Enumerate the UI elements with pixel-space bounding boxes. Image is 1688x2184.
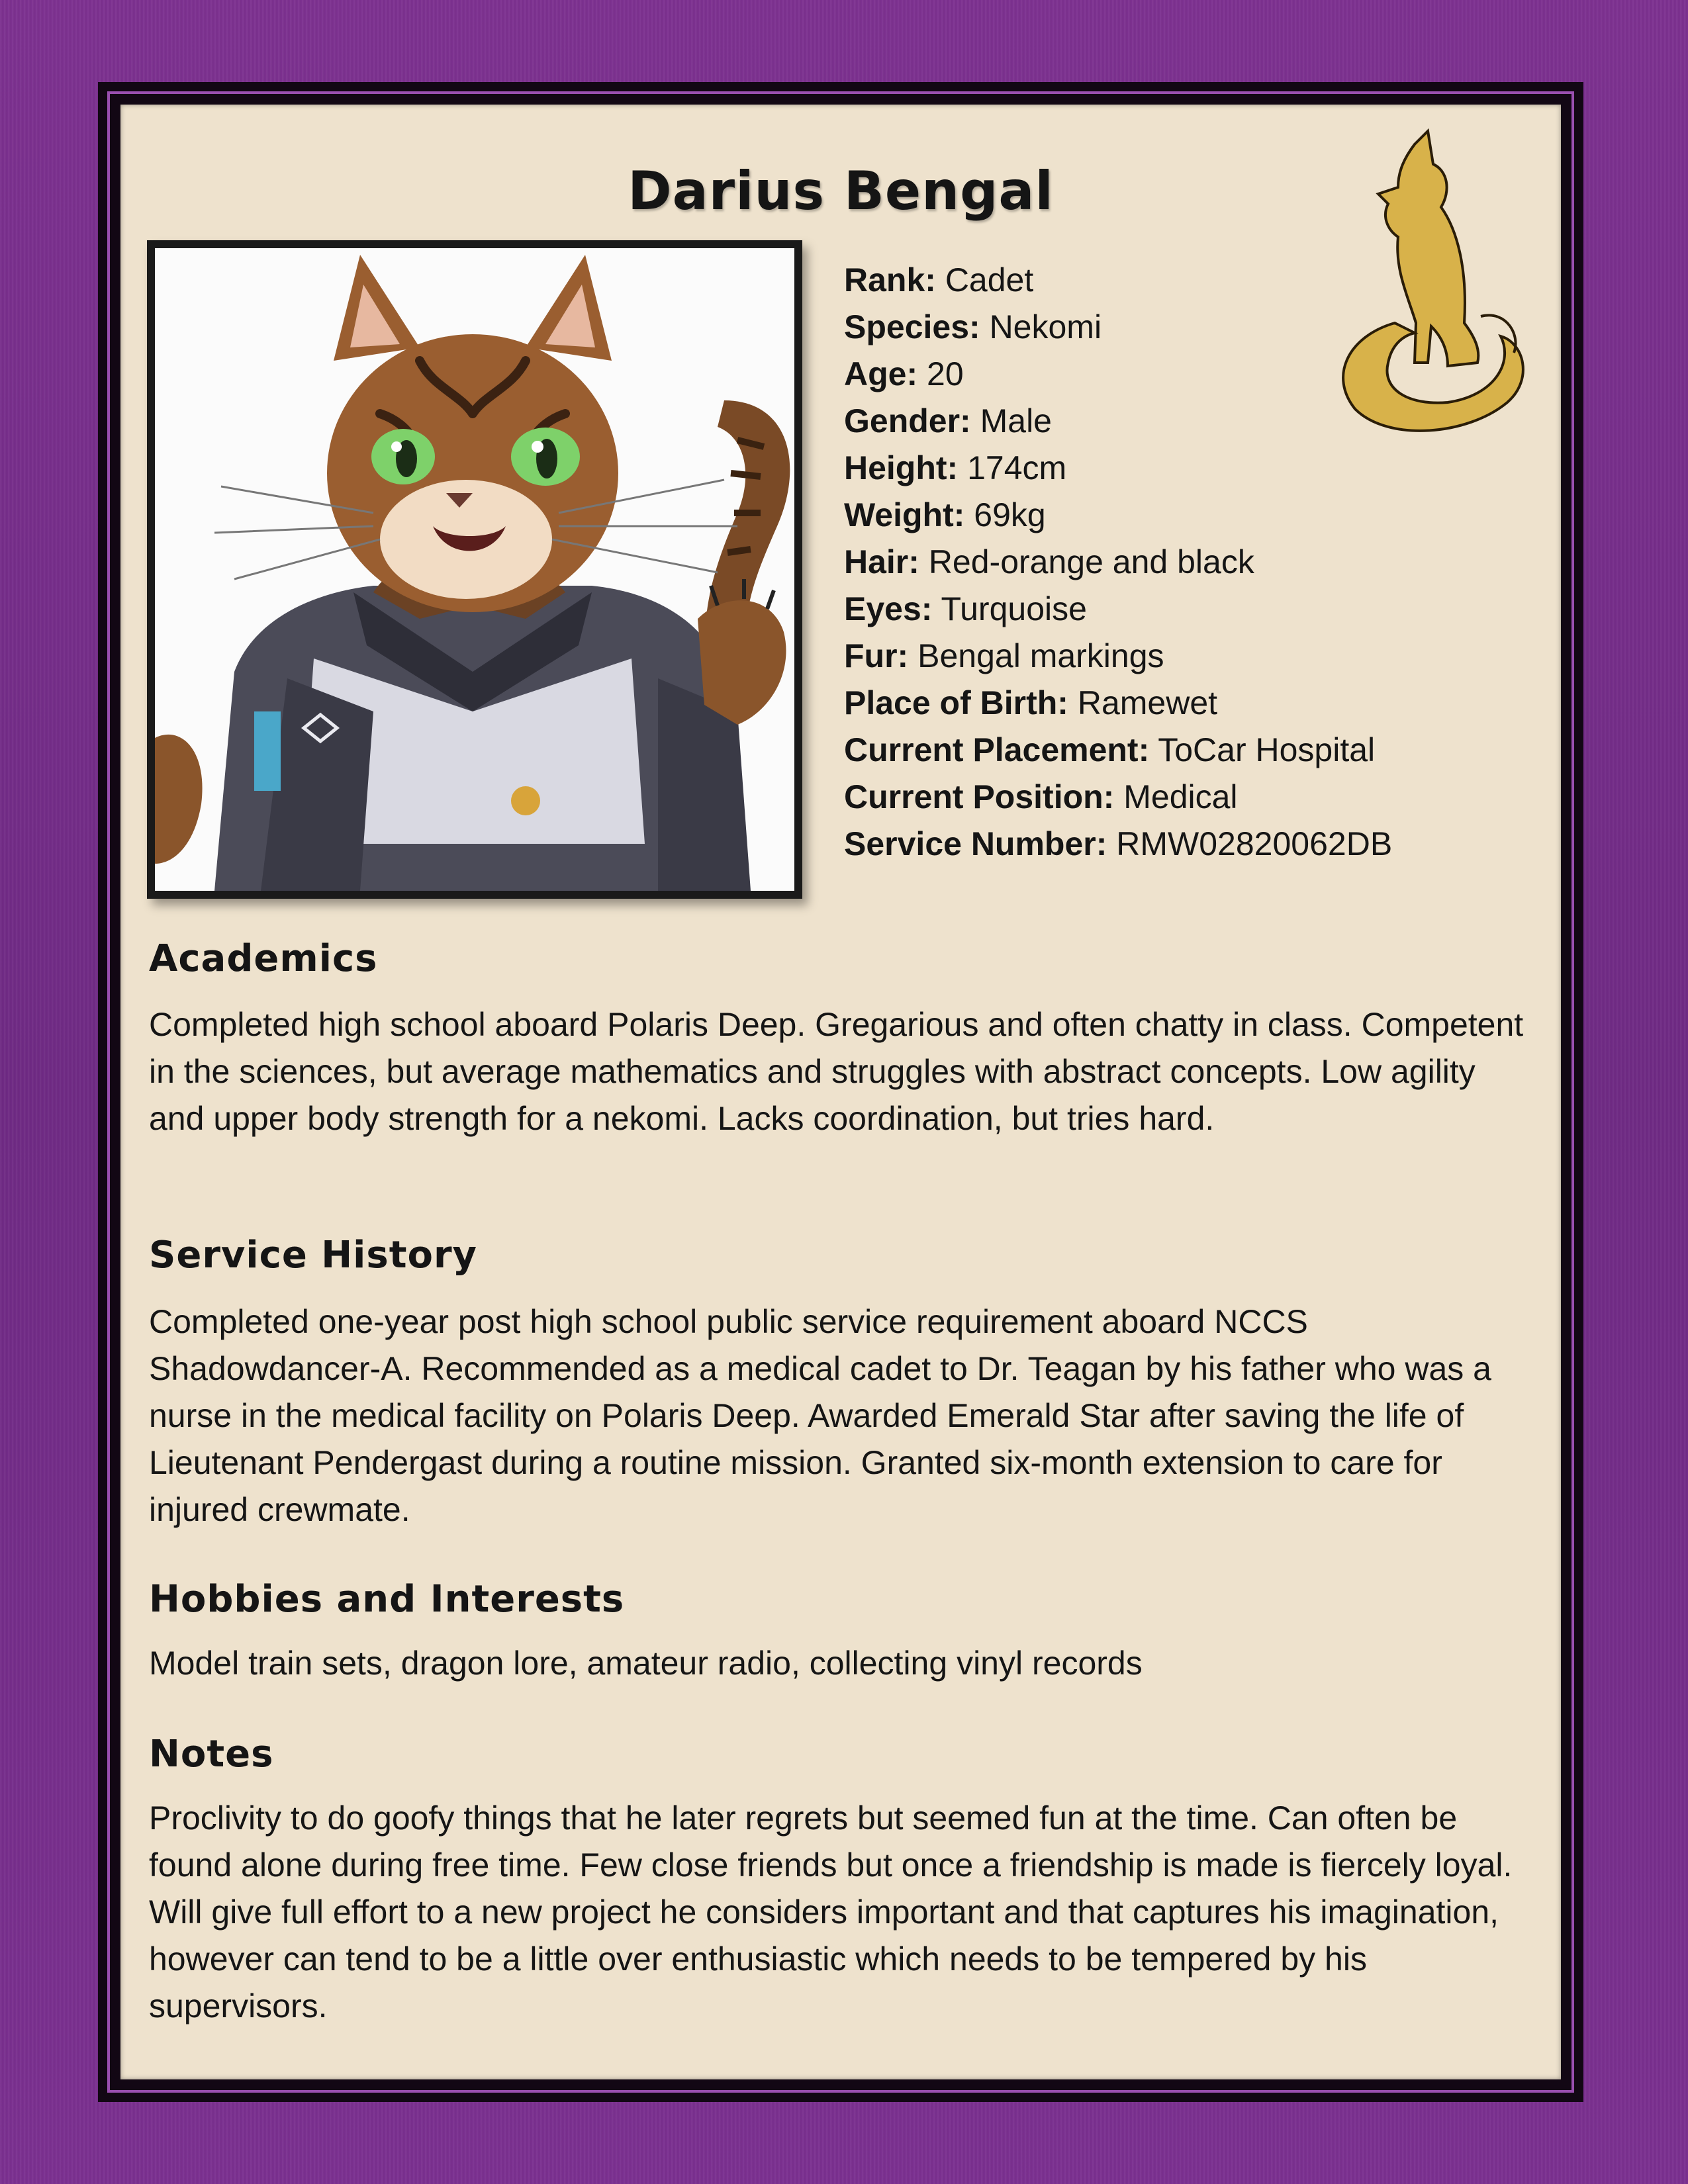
fact-species: Species: Nekomi bbox=[844, 308, 1102, 345]
academics-heading: Academics bbox=[149, 937, 378, 980]
character-portrait bbox=[147, 240, 802, 899]
fact-service-number: Service Number: RMW02820062DB bbox=[844, 825, 1393, 862]
page-title: Darius Bengal bbox=[628, 160, 1054, 222]
notes-heading: Notes bbox=[149, 1733, 274, 1776]
fact-weight: Weight: 69kg bbox=[844, 496, 1046, 533]
page-frame bbox=[98, 82, 1583, 2102]
service-history-heading: Service History bbox=[149, 1234, 478, 1277]
character-facts bbox=[844, 257, 1393, 868]
fact-current-position: Current Position: Medical bbox=[844, 778, 1238, 815]
hobbies-heading: Hobbies and Interests bbox=[149, 1578, 625, 1621]
fact-fur: Fur: Bengal markings bbox=[844, 637, 1164, 674]
fact-age: Age: 20 bbox=[844, 355, 964, 392]
service-history-text: Completed one-year post high school public service requirement aboard NCCS Shadowdancer-A. Recommended as a medical cadet to Dr. Teagan by his father who was a nurse in the medical facility on Polaris Deep. Awarded Emerald Star after saving the life of Lieutenant Pendergast during a routine mission. Granted six-month extension to care for injured crewmate. bbox=[149, 1303, 1491, 1528]
fact-height: Height: 174cm bbox=[844, 449, 1067, 486]
fact-current-placement: Current Placement: ToCar Hospital bbox=[844, 731, 1376, 768]
notes-text: Proclivity to do goofy things that he later regrets but seemed fun at the time. Can often be found alone during free time. Few close friends but once a friendship is made is fiercely loyal. Will give full effort to a new project he considers important and that captures his imagination, however can tend to be a little over enthusiastic which needs to be tempered by his supervisors. bbox=[149, 1799, 1513, 2025]
hobbies-text: Model train sets, dragon lore, amateur radio, collecting vinyl records bbox=[149, 1645, 1143, 1682]
character-sheet bbox=[120, 105, 1561, 2079]
fact-hair: Hair: Red-orange and black bbox=[844, 543, 1254, 580]
portrait-illustration bbox=[155, 248, 794, 891]
fact-gender: Gender: Male bbox=[844, 402, 1052, 439]
fact-place-of-birth: Place of Birth: Ramewet bbox=[844, 684, 1218, 721]
fact-rank: Rank: Cadet bbox=[844, 261, 1034, 298]
academics-text: Completed high school aboard Polaris Deep. Gregarious and often chatty in class. Competent in the sciences, but average mathematics and struggles with abstract concepts. Low agility and upper body strength for a nekomi. Lacks coordination, but tries hard. bbox=[149, 1006, 1524, 1137]
fact-eyes: Eyes: Turquoise bbox=[844, 590, 1087, 627]
